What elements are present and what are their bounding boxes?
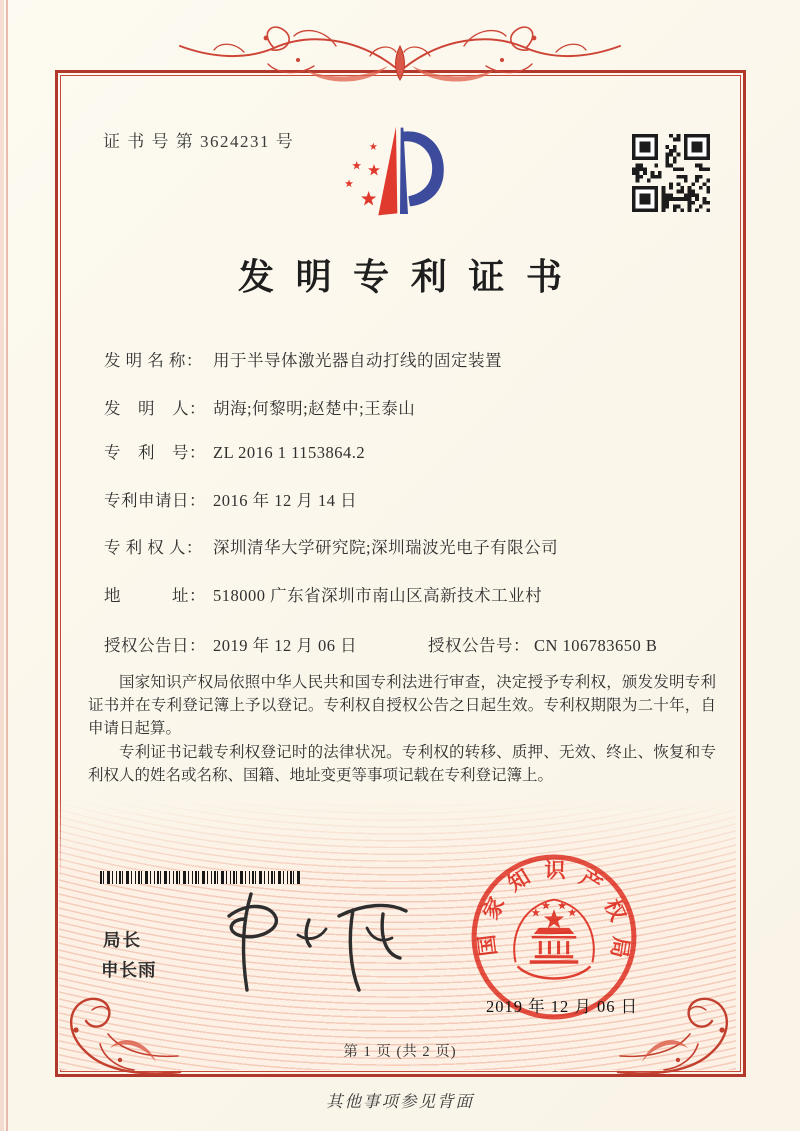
issuer-name: 申长雨 [101, 960, 157, 980]
field-value: ZL 2016 1 1153864.2 [213, 443, 366, 462]
certificate-number: 证 书 号 第 3624231 号 [103, 132, 295, 151]
field-value: 胡海;何黎明;赵楚中;王泰山 [213, 399, 416, 418]
field-value: 518000 广东省深圳市南山区高新技术工业村 [213, 586, 543, 605]
page-indicator: 第 1 页 (共 2 页) [343, 1044, 457, 1060]
field-row-grant [104, 632, 716, 656]
signature-autograph-icon [213, 878, 413, 1003]
field-row-filing-date [104, 487, 357, 511]
field-row-patentee [104, 534, 558, 558]
field-pair-grant-number [428, 632, 657, 656]
legal-paragraph-2: 专利证书记载专利权登记时的法律状况。专利权的转移、质押、无效、终止、恢复和专利权人的姓名或名称、国籍、地址变更等事项记载在专利登记簿上。 [88, 743, 716, 784]
field-label: 授权公告号： [428, 636, 530, 655]
field-label: 地 址： [104, 586, 206, 605]
scan-edge-line [6, 0, 8, 1131]
seal-agency-text: 国家知识产权局 [474, 858, 634, 960]
scan-edge-artifact [0, 0, 4, 1131]
field-label: 发 明 人： [104, 399, 206, 418]
field-label: 专 利 权 人： [104, 538, 203, 557]
issuer-title: 局长 [103, 930, 142, 950]
field-value: 2019 年 12 月 06 日 [213, 636, 358, 655]
field-label: 专利申请日： [104, 491, 206, 510]
certificate-title: 发明专利证书 [237, 257, 584, 297]
cnipa-logo-icon [330, 115, 490, 235]
field-label: 发 明 名 称： [104, 351, 203, 370]
top-flourish-ornament-icon [168, 16, 632, 92]
field-value: CN 106783650 B [534, 636, 658, 655]
field-value: 深圳清华大学研究院;深圳瑞波光电子有限公司 [213, 538, 559, 557]
back-side-note: 其他事项参见背面 [326, 1092, 474, 1111]
field-label: 专 利 号： [104, 443, 206, 462]
svg-text:国家知识产权局 [475, 858, 634, 959]
field-value: 2016 年 12 月 14 日 [213, 491, 358, 510]
national-emblem-icon [514, 900, 594, 979]
legal-text-block [88, 671, 716, 787]
field-label: 授权公告日： [104, 636, 206, 655]
legal-paragraph-1: 国家知识产权局依照中华人民共和国专利法进行审查，决定授予专利权，颁发发明专利证书并在专利登记簿上予以登记。专利权自授权公告之日起生效。专利权期限为二十年，自申请日起算。 [88, 674, 716, 738]
field-row-address [104, 582, 542, 606]
field-value: 用于半导体激光器自动打线的固定装置 [213, 351, 502, 370]
bottom-left-flourish-icon [52, 990, 184, 1078]
field-row-inventors [104, 395, 415, 419]
field-row-invention-name [104, 347, 502, 371]
field-row-patent-number [104, 439, 365, 463]
seal-date: 2019 年 12 月 06 日 [486, 997, 639, 1016]
qr-code [632, 134, 710, 212]
